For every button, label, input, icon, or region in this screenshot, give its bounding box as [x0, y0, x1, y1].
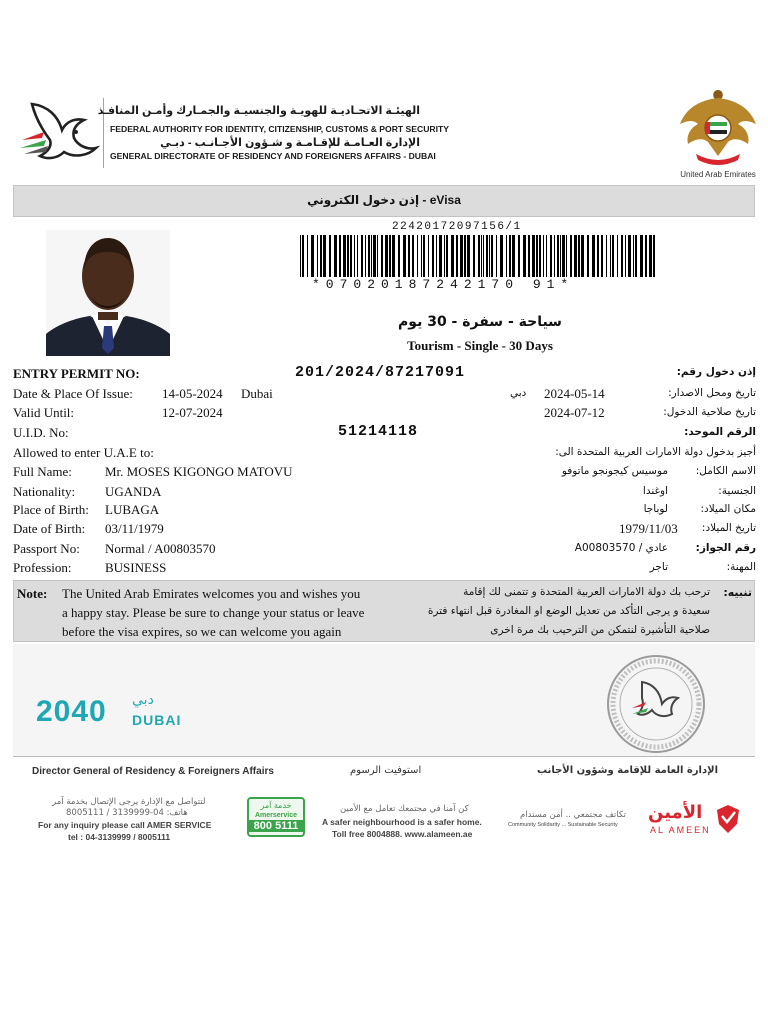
- barcode-bar: [645, 235, 647, 277]
- date-of-birth-value-ar: 1979/11/03: [619, 521, 678, 536]
- note-line-2: a happy stay. Please be sure to change your status or leave: [62, 605, 365, 620]
- barcode-bar: [653, 235, 655, 277]
- barcode-bar: [550, 235, 552, 277]
- barcode-bar: [592, 235, 595, 277]
- barcode-bar: [421, 235, 422, 277]
- uid-label: U.I.D. No:: [13, 425, 69, 440]
- al-ameen-shield-icon: [716, 804, 740, 834]
- barcode-bar: [329, 235, 331, 277]
- al-ameen-logo-en: AL AMEEN: [650, 825, 711, 835]
- barcode-bar: [621, 235, 623, 277]
- directorate-name-ar: الإدارة العـامـة للإقـامـة و شـؤون الأجـانـب - دبـي: [160, 137, 420, 149]
- barcode-bar: [389, 235, 391, 277]
- barcode-bar: [506, 235, 507, 277]
- barcode-bar: [403, 235, 406, 277]
- barcode-bar: [432, 235, 434, 277]
- barcode-bar: [357, 235, 358, 277]
- date-of-birth-label: Date of Birth:: [13, 521, 86, 536]
- barcode-bar: [601, 235, 603, 277]
- barcode-top-number: 22420172097156/1: [392, 221, 522, 233]
- allowed-label: Allowed to enter U.A.E to:: [13, 445, 154, 460]
- barcode-bar: [456, 235, 458, 277]
- barcode-bar: [518, 235, 520, 277]
- barcode-bar: [528, 235, 530, 277]
- barcode-bar: [423, 235, 425, 277]
- full-name-value: Mr. MOSES KIGONGO MATOVU: [105, 464, 293, 479]
- issue-place: Dubai: [241, 386, 273, 401]
- nationality-value-ar: اوغندا: [642, 485, 668, 497]
- document-title: إذن دخول الكتروني - eVisa: [307, 193, 461, 207]
- valid-until-label-ar: تاريخ صلاحية الدخول:: [663, 406, 756, 418]
- barcode-bar: [446, 235, 448, 277]
- barcode-bar: [491, 235, 493, 277]
- barcode-bar: [597, 235, 599, 277]
- barcode-bar: [574, 235, 577, 277]
- date-of-birth-value: 03/11/1979: [105, 521, 164, 536]
- nationality-label-ar: الجنسية:: [718, 485, 756, 497]
- barcode-bar: [496, 235, 497, 277]
- barcode-bar: [581, 235, 584, 277]
- barcode-bar: [464, 235, 466, 277]
- passport-value-ar: عادي / A00803570: [574, 542, 668, 554]
- amer-contact-ar: لتتواصل مع الإدارة يرجى الإتصال بخدمة آمر: [52, 797, 206, 807]
- barcode-bar: [610, 235, 611, 277]
- note-line-1-ar: ترحب بك دولة الامارات العربية المتحدة و تتمنى لك إقامة: [463, 586, 710, 598]
- dubai-2040-logo: 2040: [36, 695, 107, 728]
- issue-label: Date & Place Of Issue:: [13, 386, 133, 401]
- amer-badge-label: Amerservice: [254, 812, 298, 819]
- barcode-bar: [554, 235, 555, 277]
- nationality-value: UGANDA: [105, 484, 162, 499]
- full-name-label-ar: الاسم الكامل:: [695, 465, 756, 477]
- fees-paid-ar: استوفيت الرسوم: [350, 765, 422, 776]
- barcode-bar: [512, 235, 515, 277]
- barcode-bar: [478, 235, 480, 277]
- holder-photo: [46, 230, 170, 356]
- barcode-bar: [587, 235, 589, 277]
- uae-emblem-icon: [678, 86, 758, 168]
- barcode-bar: [483, 235, 484, 277]
- barcode-bar: [368, 235, 370, 277]
- barcode: [300, 235, 656, 277]
- barcode-bar: [377, 235, 378, 277]
- entry-permit-label-ar: إذن دخول رقم:: [676, 366, 756, 378]
- amer-badge-ar: خدمة آمر: [260, 801, 292, 810]
- barcode-bar: [606, 235, 607, 277]
- barcode-bar: [439, 235, 442, 277]
- community-slogan-en: Community Solidarity ... Sustainable Security: [508, 822, 618, 828]
- barcode-bar: [633, 235, 634, 277]
- profession-label: Profession:: [13, 560, 72, 575]
- barcode-bar: [451, 235, 454, 277]
- profession-value: BUSINESS: [105, 560, 167, 575]
- barcode-bar: [509, 235, 511, 277]
- director-general-ar: الإدارة العامة للإقامة وشؤون الأجانب: [536, 765, 718, 776]
- dubai-logo-ar: دبي: [132, 692, 154, 708]
- note-label: Note:: [17, 586, 48, 601]
- barcode-bar: [578, 235, 580, 277]
- uid-label-ar: الرقم الموحد:: [684, 426, 756, 438]
- barcode-bar: [408, 235, 410, 277]
- barcode-bar: [467, 235, 470, 277]
- note-line-2-ar: سعيدة و يرجى التأكد من تعديل الوضع او المغادرة قبل انتهاء فترة: [427, 605, 710, 617]
- barcode-bar: [398, 235, 400, 277]
- barcode-bar: [417, 235, 418, 277]
- barcode-bar: [546, 235, 547, 277]
- barcode-bar: [566, 235, 567, 277]
- barcode-bar: [436, 235, 437, 277]
- barcode-bar: [560, 235, 561, 277]
- barcode-bar: [347, 235, 349, 277]
- barcode-bar: [532, 235, 535, 277]
- place-of-birth-value: LUBAGA: [105, 502, 160, 517]
- barcode-bar: [412, 235, 414, 277]
- issue-date: 14-05-2024: [162, 386, 223, 401]
- official-stamp-seal: [602, 652, 710, 756]
- nationality-label: Nationality:: [13, 484, 76, 499]
- barcode-bar: [625, 235, 626, 277]
- passport-label-ar: رقم الجواز:: [695, 542, 756, 554]
- passport-value: Normal / A00803570: [105, 541, 216, 556]
- amer-contact-en: For any inquiry please call AMER SERVICE: [38, 820, 212, 830]
- authority-name-ar: الهيئـة الاتحـاديـة للهويـة والجنسيـة والجمـارك وأمـن المنافـذ: [97, 105, 420, 117]
- allowed-label-ar: أجيز بدخول دولة الامارات العربية المتحدة الى:: [555, 446, 756, 458]
- issue-place-ar: دبي: [510, 387, 527, 399]
- barcode-bar: [635, 235, 637, 277]
- note-line-3-ar: صلاحية التأشيرة لنتمكن من الترحيب بك مرة اخرى: [490, 624, 710, 636]
- barcode-bar: [536, 235, 538, 277]
- barcode-bar: [373, 235, 376, 277]
- valid-until-value-ar: 2024-07-12: [544, 405, 605, 420]
- barcode-bar: [543, 235, 544, 277]
- date-of-birth-label-ar: تاريخ الميلاد:: [701, 522, 756, 534]
- barcode-bar: [562, 235, 565, 277]
- barcode-bar: [350, 235, 352, 277]
- entry-permit-number: 201/2024/87217091: [295, 364, 466, 381]
- barcode-bar: [428, 235, 429, 277]
- barcode-bar: [628, 235, 631, 277]
- barcode-bar: [489, 235, 490, 277]
- federal-authority-falcon-logo: [18, 96, 100, 168]
- alameen-toll-free: Toll free 8004888. www.alameen.ae: [332, 829, 473, 839]
- full-name-label: Full Name:: [13, 464, 72, 479]
- place-of-birth-value-ar: لوباجا: [643, 503, 668, 515]
- barcode-bar: [640, 235, 643, 277]
- barcode-bar: [612, 235, 614, 277]
- barcode-bottom-number: *07020187242170 91*: [312, 277, 575, 292]
- barcode-bar: [617, 235, 618, 277]
- barcode-bar: [523, 235, 526, 277]
- signature-divider: [13, 756, 755, 757]
- barcode-bar: [392, 235, 395, 277]
- barcode-bar: [307, 235, 308, 277]
- entry-permit-label: ENTRY PERMIT NO:: [13, 366, 140, 381]
- barcode-bar: [361, 235, 363, 277]
- barcode-bar: [317, 235, 318, 277]
- barcode-bar: [460, 235, 463, 277]
- issue-label-ar: تاريخ ومحل الاصدار:: [668, 387, 756, 399]
- barcode-bar: [302, 235, 304, 277]
- al-ameen-logo-ar: الأمين: [648, 802, 703, 823]
- barcode-bar: [311, 235, 314, 277]
- barcode-bar: [354, 235, 355, 277]
- barcode-bar: [649, 235, 652, 277]
- amer-phone-en: tel : 04-3139999 / 8005111: [68, 832, 171, 842]
- barcode-bar: [481, 235, 482, 277]
- visa-type-en: Tourism - Single - 30 Days: [407, 338, 553, 353]
- barcode-bar: [365, 235, 366, 277]
- dubai-logo-en: DUBAI: [132, 712, 182, 728]
- barcode-bar: [570, 235, 572, 277]
- visa-type-ar: سياحة - سفرة - 30 يوم: [398, 314, 562, 330]
- barcode-bar: [300, 235, 301, 277]
- barcode-bar: [323, 235, 326, 277]
- alameen-slogan-en: A safer neighbourhood is a safer home.: [322, 817, 482, 827]
- barcode-bar: [371, 235, 372, 277]
- valid-until-value: 12-07-2024: [162, 405, 223, 420]
- barcode-bar: [539, 235, 541, 277]
- barcode-bar: [557, 235, 559, 277]
- note-label-ar: تنبيه:: [723, 586, 752, 599]
- uid-number: 51214118: [338, 423, 419, 440]
- place-of-birth-label-ar: مكان الميلاد:: [700, 503, 756, 515]
- amer-phone-ar: هاتف: 04-3139999 / 8005111: [66, 808, 188, 818]
- barcode-bar: [473, 235, 475, 277]
- issue-date-ar: 2024-05-14: [544, 386, 605, 401]
- community-slogan-ar: تكاتف مجتمعي .. أمن مستدام: [520, 810, 626, 820]
- barcode-bar: [343, 235, 346, 277]
- valid-until-label: Valid Until:: [13, 405, 75, 420]
- emblem-caption: United Arab Emirates: [680, 170, 756, 179]
- barcode-bar: [320, 235, 322, 277]
- director-general-en: Director General of Residency & Foreigners Affairs: [32, 766, 274, 777]
- note-line-1: The United Arab Emirates welcomes you and wishes you: [62, 586, 361, 601]
- amer-badge-number: 800 5111: [249, 820, 303, 832]
- full-name-value-ar: موسيس كيجونجو ماتوفو: [561, 465, 668, 477]
- barcode-bar: [339, 235, 341, 277]
- barcode-bar: [385, 235, 388, 277]
- barcode-bar: [381, 235, 383, 277]
- barcode-bar: [444, 235, 445, 277]
- directorate-name-en: GENERAL DIRECTORATE OF RESIDENCY AND FOREIGNERS AFFAIRS - DUBAI: [110, 151, 436, 161]
- authority-name-en: FEDERAL AUTHORITY FOR IDENTITY, CITIZENSHIP, CUSTOMS & PORT SECURITY: [110, 124, 450, 134]
- place-of-birth-label: Place of Birth:: [13, 502, 89, 517]
- note-line-3: before the visa expires, so we can welcome you again: [62, 624, 342, 639]
- barcode-bar: [500, 235, 503, 277]
- profession-label-ar: المهنة:: [726, 561, 756, 573]
- profession-value-ar: تاجر: [649, 561, 668, 573]
- barcode-bar: [486, 235, 488, 277]
- passport-label: Passport No:: [13, 541, 80, 556]
- alameen-slogan-ar: كن آمنا في مجتمعك تعامل مع الأمين: [340, 804, 469, 814]
- barcode-bar: [334, 235, 337, 277]
